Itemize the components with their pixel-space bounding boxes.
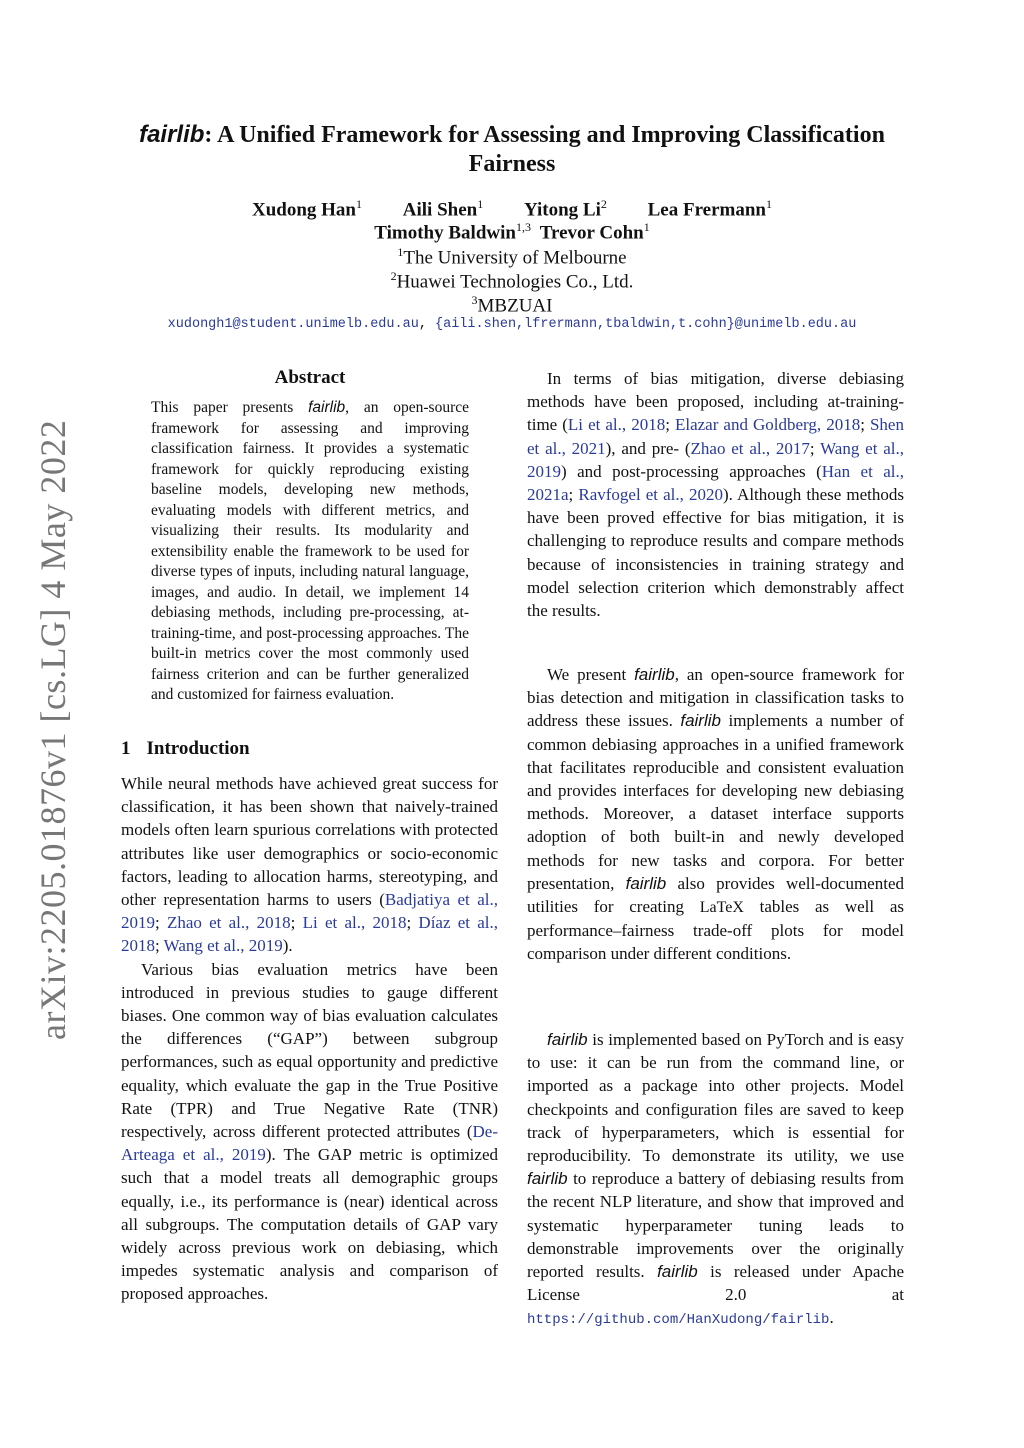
github-link[interactable]: https://github.com/HanXudong/fairlib <box>527 1312 830 1329</box>
citation-link[interactable]: Wang et al., 2019 <box>163 936 283 956</box>
citation-link[interactable]: Elazar and Goldberg, 2018 <box>674 415 861 435</box>
right-paragraph-1: In terms of bias mitigation, diverse debiasing methods have been proposed, including at-training-time (Li et al., 2018; Elazar and Goldberg, 2018; Shen et al., 2021), and pre- (Zhao et al., 2017; Wang et al., 2019) and post-processing approaches (Han et al., 2021a; Ravfogel et al., 2020). Although these methods have been proved effective for bias mitigation, it is challenging to reproduce results and compare methods because of inconsistencies in training strategy and model selection criterion which demonstrably affect the results. <box>527 369 904 621</box>
abstract-heading: Abstract <box>274 367 346 388</box>
title-text: : A Unified Framework for Assessing and Improving Classification Fairness <box>204 122 885 177</box>
citation-link[interactable]: Han et al., 2021a <box>527 461 904 505</box>
right-paragraph-3: fairlib is implemented based on PyTorch and is easy to use: it can be run from the command line, or imported as a package into other projects. Model checkpoints and configuration files are saved to keep track of hyperparameters, which is essential for reproducibility. To demonstrate its utility, we use fairlib to reproduce a battery of debiasing results from the recent NLP literature, and show that improved and systematic hyperparameter tuning leads to demonstrable improvements over the originally reported results. fairlib is released under Apache License 2.0 at https://github.com/HanXudong/fairlib. <box>527 1030 904 1329</box>
left-column <box>121 772 498 1306</box>
email-link[interactable]: xudongh1@student.unimelb.edu.au <box>167 317 419 332</box>
author-emails: xudongh1@student.unimelb.edu.au, {aili.shen,lfrermann,tbaldwin,t.cohn}@unimelb.edu.au <box>167 317 857 332</box>
latex-logo: LaTeX <box>699 899 744 917</box>
paper-title <box>100 120 924 179</box>
arxiv-stamp: arXiv:2205.01876v1 [cs.LG] 4 May 2022 <box>33 419 73 1040</box>
affiliation: $^2$Huawei Technologies Co., Ltd. <box>390 269 634 293</box>
citation-link[interactable]: Wang et al., 2019 <box>527 438 904 481</box>
citation-link[interactable]: Li et al., 2018 <box>302 913 407 933</box>
paragraph: Various bias evaluation metrics have been introduced in previous studies to gauge different biases. One common way of bias evaluation calculates the differences (“GAP”) between subgroup performances, such as equal opportunity and predictive equality, which evaluate the gap in the True Positive Rate (TPR) and True Negative Rate (TNR) respectively, across different protected attributes (De-Arteaga et al., 2019). The GAP metric is optimized such that a model treats all demographic groups equally, i.e., its performance is (near) identical across all subgroups. The computation details of GAP vary widely across previous work on debiasing, which impedes systematic analysis and comparison of proposed approaches. <box>121 959 498 1304</box>
citation-link[interactable]: Zhao et al., 2017 <box>690 438 810 458</box>
citation-link[interactable]: Zhao et al., 2018 <box>166 913 291 933</box>
citation-link[interactable]: De-Arteaga et al., 2019 <box>121 1122 498 1165</box>
paragraph: While neural methods have achieved great success for classification, it has been shown that naively-trained models often learn spurious correlations with protected attributes like user demographics or socio-economic factors, leading to allocation harms, stereotyping, and other representation harms to users (Badjatiya et al., 2019; Zhao et al., 2018; Li et al., 2018; Díaz et al., 2018; Wang et al., 2019). <box>121 774 499 956</box>
author: Xudong Han$^1$ <box>251 197 363 221</box>
author: Trevor Cohn$^1$ <box>539 220 650 244</box>
right-paragraph-2: We present fairlib, an open-source framework for bias detection and mitigation in classification tasks to address these issues. fairlib implements a number of common debiasing approaches in a unified framework that facilitates reproducible and consistent evaluation and provides interfaces for developing new debiasing methods. Moreover, a dataset interface supports adoption of both built-in and newly developed methods for new tasks and corpora. For better presentation, fairlib also provides well-documented utilities for creating LaTeX tables as well as performance–fairness trade-off plots for model comparison under different conditions. <box>527 665 904 964</box>
title-tool-name: fairlib <box>139 121 205 148</box>
citation-link[interactable]: Li et al., 2018 <box>567 415 666 435</box>
author: Timothy Baldwin$^{1,3}$ <box>374 220 531 244</box>
author: Yitong Li$^2$ <box>523 197 607 221</box>
citation-link[interactable]: Badjatiya et al., 2019 <box>121 890 498 933</box>
citation-link[interactable]: Díaz et al., 2018 <box>121 913 499 956</box>
citation-link[interactable]: Ravfogel et al., 2020 <box>578 485 723 505</box>
section-heading: 1 Introduction <box>121 738 250 759</box>
affiliation: $^1$The University of Melbourne <box>397 245 627 269</box>
email-link[interactable]: {aili.shen,lfrermann,tbaldwin,t.cohn}@unimelb.edu.au <box>435 317 857 332</box>
affiliation: $^3$MBZUAI <box>471 293 553 317</box>
citation-link[interactable]: Shen et al., 2021 <box>527 415 904 458</box>
author: Lea Frermann$^1$ <box>647 197 772 221</box>
abstract-body: This paper presents fairlib, an open-source framework for assessing and improving classification fairness. It provides a systematic framework for quickly reproducing existing baseline models, developing new methods, evaluating models with different metrics, and visualizing their results. Its modularity and extensibility enable the framework to be used for diverse types of inputs, including natural language, images, and audio. In detail, we implement 14 debiasing methods, including pre-processing, at-training-time, and post-processing approaches. The built-in metrics cover the most commonly used fairness criterion and can be further generalized and customized for fairness evaluation. <box>151 399 469 703</box>
author: Aili Shen$^1$ <box>402 197 484 221</box>
